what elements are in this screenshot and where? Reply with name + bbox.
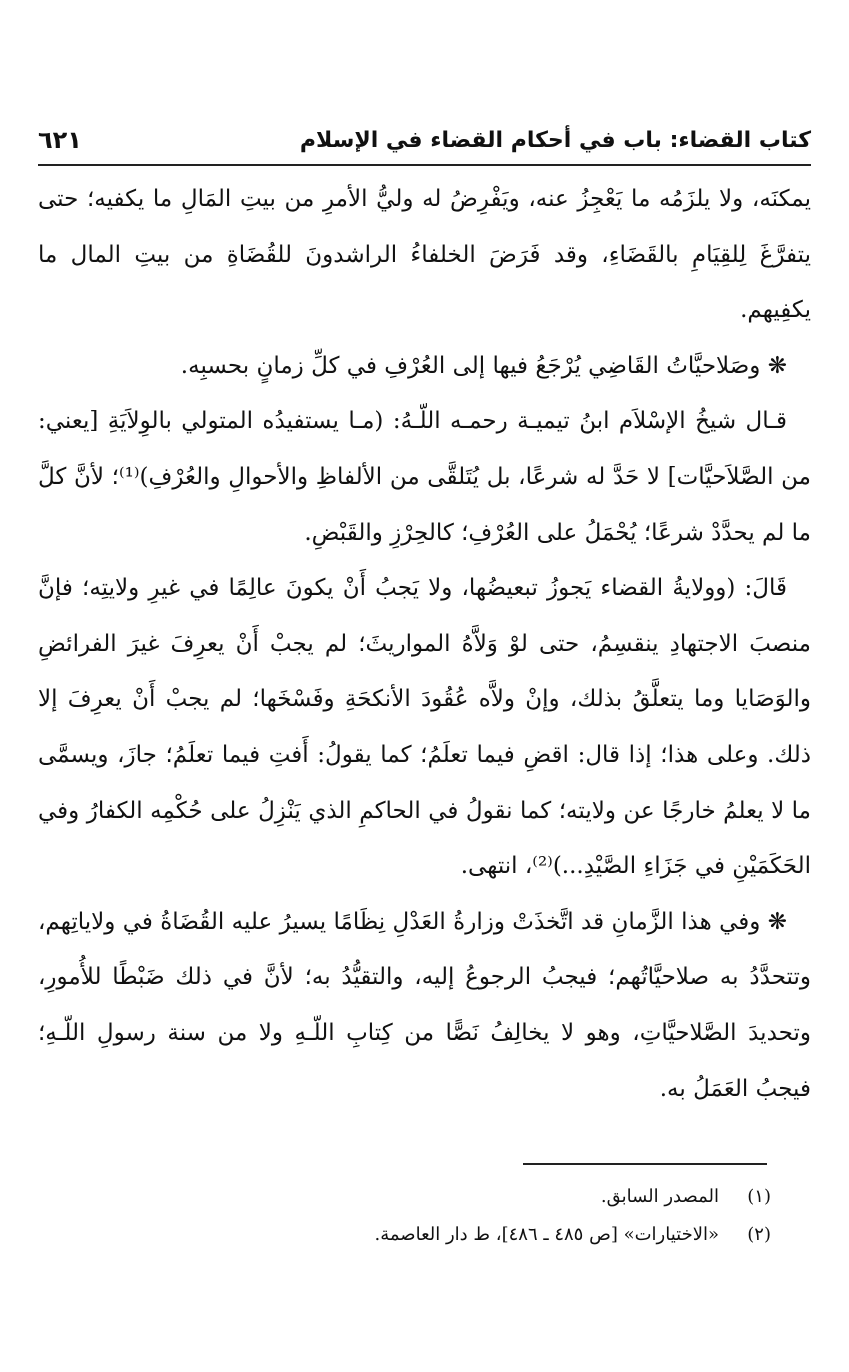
running-title: كتاب القضاء: باب في أحكام القضاء في الإسلام <box>299 127 811 153</box>
footnotes <box>38 1178 771 1254</box>
paragraph: قـال شيخُ الإسْلاَم ابنُ تيميـة رحمـه اللّـهُ: (مـا يستفيدُه المتولي بالوِلاَيَةِ [يعني: من الصَّلاَحيَّات] لا حَدَّ له شرعًا، بل يُتَلقَّى من الألفاظِ والأحوالِ والعُرْفِ)⁽¹⁾؛ لأنَّ كلَّ ما لم يحدَّدْ شرعًا؛ يُحْمَلُ على العُرْفِ؛ كالحِرْزِ والقَبْضِ. <box>38 408 811 546</box>
footnote-text: «الاختيارات» [ص ٤٨٥ ـ ٤٨٦]، ط دار العاصمة. <box>374 1224 719 1245</box>
paragraph: قَالَ: (وولايةُ القضاء يَجوزُ تبعيضُها، ولا يَجبُ أَنْ يكونَ عالِمًا في غيرِ ولايتِه؛ فإنَّ منصبَ الاجتهادِ ينقسِمُ، حتى لوْ وَلاَّهُ المواريثَ؛ لم يجبْ أَنْ يعرِفَ غيرَ الفرائضِ والوَصَايا وما يتعلَّقُ بذلك، وإنْ ولاَّه عُقُودَ الأنكحَةِ وفَسْخَها؛ لم يجبْ أَنْ يعرِفَ إلا ذلك. وعلى هذا؛ إذا قال: اقضِ فيما تعلَمُ؛ كما يقولُ: أَفتِ فيما تعلَمُ؛ جازَ، ويسمَّى ما لا يعلمُ خارجًا عن ولايته؛ كما نقولُ في الحاكمِ الذي يَنْزِلُ على حُكْمِه الكفارُ وفي الحَكَمَيْنِ في جَزَاءِ الصَّيْدِ...)⁽²⁾، انتهى. <box>38 575 811 880</box>
footnote <box>38 1178 771 1216</box>
page-header <box>38 116 811 166</box>
paragraph: ❋ وصَلاحيَّاتُ القَاضِي يُرْجَعُ فيها إلى العُرْفِ في كلِّ زمانٍ بحسبِه. <box>180 352 787 379</box>
footnote-divider <box>523 1163 767 1165</box>
paragraph: يمكنَه، ولا يلزَمُه ما يَعْجِزُ عنه، ويَفْرِضُ له وليُّ الأمرِ من بيتِ المَالِ ما يكفيه؛ حتى يتفرَّغَ لِلقِيَامِ بالقَضَاءِ، وقد فَرَضَ الخلفاءُ الراشدونَ للقُضَاةِ من بيتِ المال ما يكفِيهم. <box>38 186 811 324</box>
footnote <box>38 1216 771 1254</box>
footnote-text: المصدر السابق. <box>600 1186 719 1207</box>
footnote-number: (٢) <box>747 1224 771 1245</box>
footnote-number: (١) <box>747 1186 771 1207</box>
page-number: ٦٢١ <box>38 126 82 154</box>
main-text <box>38 172 811 1117</box>
paragraph: ❋ وفي هذا الزَّمانِ قد اتَّخذَتْ وزارةُ العَدْلِ نِظَامًا يسيرُ عليه القُضَاةُ في ولاياتِهم، وتتحدَّدُ به صلاحيَّاتُهم؛ فيجبُ الرجوعُ إليه، والتقيُّدُ به؛ لأنَّ في ذلك ضَبْطًا للأُمورِ، وتحديدَ الصَّلاحيَّاتِ، وهو لا يخالِفُ نَصًّا من كِتابِ اللّـهِ ولا من سنة رسولِ اللّـهِ؛ فيجبُ العَمَلُ به. <box>38 908 811 1102</box>
